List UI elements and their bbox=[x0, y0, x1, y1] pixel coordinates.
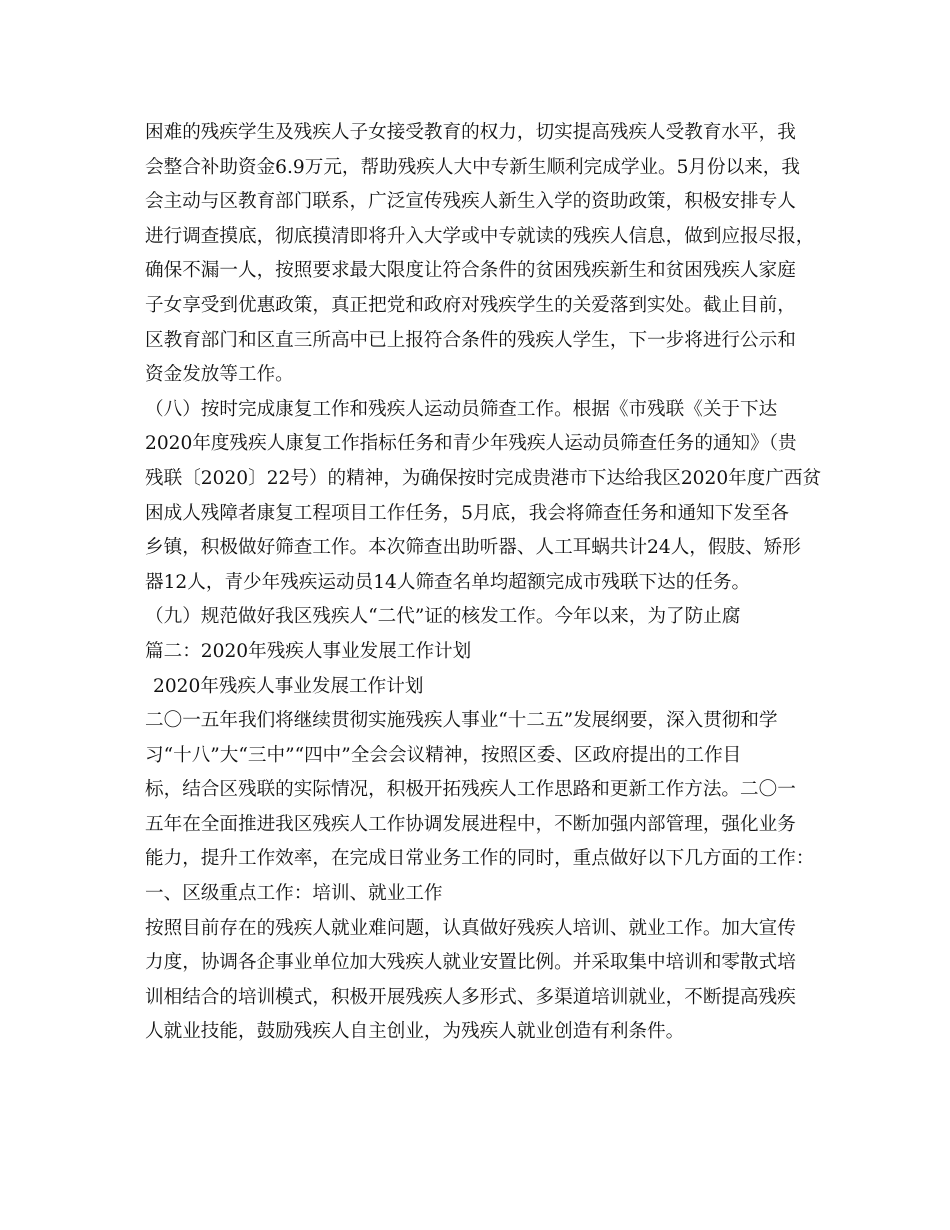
text-line: 器12人，青少年残疾运动员14人筛查名单均超额完成市残联下达的任务。 bbox=[145, 571, 751, 593]
text-line: 习“十八”大“三中”“四中”全会会议精神，按照区委、区政府提出的工作目 bbox=[145, 744, 742, 766]
text-line: 确保不漏一人，按照要求最大限度让符合条件的贫困残疾新生和贫困残疾人家庭 bbox=[145, 260, 796, 282]
text-line: 会整合补助资金6.9万元，帮助残疾人大中专新生顺利完成学业。5月份以来，我 bbox=[145, 156, 800, 178]
text-line: 子女享受到优惠政策，真正把党和政府对残疾学生的关爱落到实处。截止目前， bbox=[145, 294, 796, 316]
section-heading-8: （八）按时完成康复工作和残疾人运动员筛查工作。根据《市残联《关于下达 bbox=[145, 398, 778, 420]
text-line: 困成人残障者康复工程项目工作任务，5月底，我会将筛查任务和通知下发至各 bbox=[145, 502, 790, 524]
text-line: 区教育部门和区直三所高中已上报符合条件的残疾人学生，下一步将进行公示和 bbox=[145, 329, 796, 351]
document-body bbox=[145, 116, 822, 1050]
article-title: 篇二：2020年残疾人事业发展工作计划 bbox=[145, 640, 472, 662]
section-heading-9: （九）规范做好我区残疾人“二代”证的核发工作。今年以来，为了防止腐 bbox=[145, 606, 741, 628]
text-line: 标，结合区残联的实际情况，积极开拓残疾人工作思路和更新工作方法。二〇一 bbox=[145, 779, 796, 801]
text-line: 训相结合的培训模式，积极开展残疾人多形式、多渠道培训就业，不断提高残疾 bbox=[145, 986, 796, 1008]
text-line: 按照目前存在的残疾人就业难问题，认真做好残疾人培训、就业工作。加大宣传 bbox=[145, 917, 796, 939]
text-line: 会主动与区教育部门联系，广泛宣传残疾人新生入学的资助政策，积极安排专人 bbox=[145, 191, 796, 213]
text-line: 能力，提升工作效率，在完成日常业务工作的同时，重点做好以下几方面的工作： bbox=[145, 848, 815, 870]
text-line: 资金发放等工作。 bbox=[145, 364, 294, 386]
text-line: 2020年度残疾人康复工作指标任务和青少年残疾人运动员筛查任务的通知》（贵 bbox=[145, 433, 797, 455]
text-line: 乡镇，积极做好筛查工作。本次筛查出助听器、人工耳蜗共计24人，假肢、矫形 bbox=[145, 537, 801, 559]
text-line: 二〇一五年我们将继续贯彻实施残疾人事业“十二五”发展纲要，深入贯彻和学 bbox=[145, 710, 778, 732]
text-line: 力度，协调各企事业单位加大残疾人就业安置比例。并采取集中培训和零散式培 bbox=[145, 952, 796, 974]
section-heading-1: 一、区级重点工作：培训、就业工作 bbox=[145, 883, 443, 905]
article-subtitle: 2020年残疾人事业发展工作计划 bbox=[153, 675, 424, 697]
text-line: 困难的残疾学生及残疾人子女接受教育的权力，切实提高残疾人受教育水平，我 bbox=[145, 122, 796, 143]
text-line: 五年在全面推进我区残疾人工作协调发展进程中，不断加强内部管理，强化业务 bbox=[145, 813, 796, 835]
text-line: 进行调查摸底，彻底摸清即将升入大学或中专就读的残疾人信息，做到应报尽报， bbox=[145, 225, 815, 247]
text-line: 人就业技能，鼓励残疾人自主创业，为残疾人就业创造有利条件。 bbox=[145, 1021, 685, 1043]
text-line: 残联〔2020〕22号）的精神，为确保按时完成贵港市下达给我区2020年度广西贫 bbox=[145, 467, 822, 489]
